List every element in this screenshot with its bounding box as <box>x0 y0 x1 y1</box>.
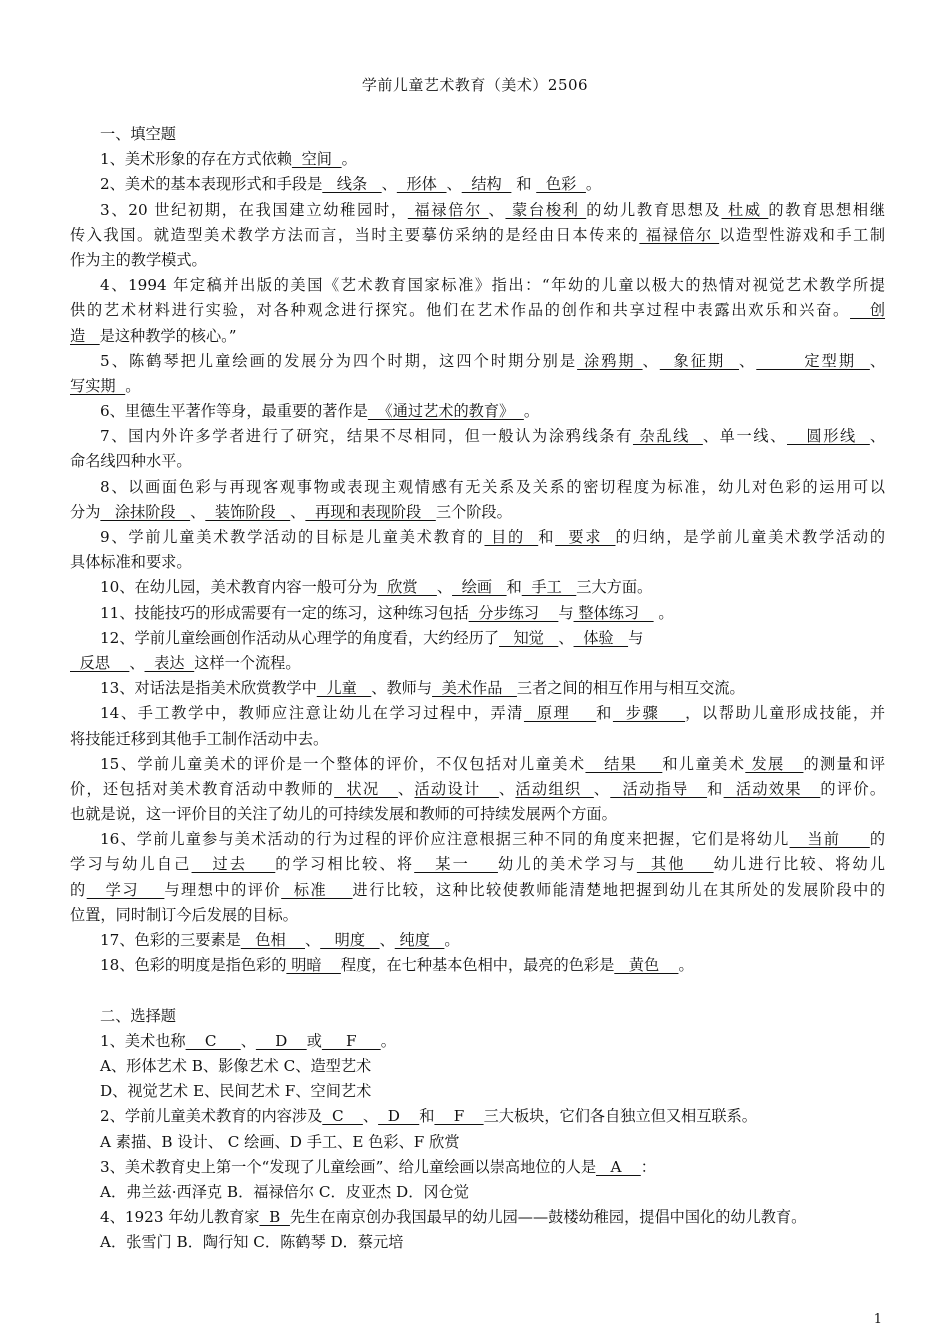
text-run: 的教育思想相继 <box>768 200 886 219</box>
answer-blank: 杂乱线 <box>632 427 703 446</box>
text-run: 分为 <box>70 502 101 521</box>
answer-blank: 步骤 <box>612 704 686 723</box>
answer-blank: 定型期 <box>756 351 870 370</box>
text-line <box>70 852 885 877</box>
text-run: 、 <box>498 779 516 798</box>
answer-blank: 活动设计 <box>414 779 499 798</box>
text-line <box>70 349 885 374</box>
text-line <box>70 651 885 676</box>
text-run: 学习与幼儿自己 <box>70 855 192 874</box>
text-run: 和 <box>506 578 522 597</box>
answer-blank: C <box>322 1107 363 1126</box>
text-run: 程度，在七种基本色相中，最亮的色彩是 <box>340 956 615 975</box>
text-run: 三个阶段。 <box>435 502 512 521</box>
text-line <box>70 752 885 777</box>
document-title: 学前儿童艺术教育（美术）2506 <box>361 76 589 94</box>
answer-blank: 福禄倍尔 <box>639 225 720 244</box>
text-line <box>70 324 885 349</box>
text-line <box>70 1004 885 1029</box>
answer-blank: 标准 <box>281 880 353 899</box>
text-run: 和 <box>419 1107 435 1126</box>
text-line <box>70 1130 885 1155</box>
answer-blank: F <box>321 1031 381 1050</box>
text-run: 或 <box>306 1031 322 1050</box>
answer-blank: 创 <box>850 301 886 320</box>
text-run: 17、色彩的三要素是 <box>100 931 241 949</box>
text-line <box>70 601 885 626</box>
answer-blank: 要求 <box>555 528 616 546</box>
text-run: 三大板块，它们各自独立但又相互联系。 <box>483 1107 757 1126</box>
answer-blank: 象征期 <box>659 351 740 370</box>
text-line <box>70 676 885 701</box>
text-run: 、 <box>488 200 506 219</box>
text-run: 将技能迁移到其他手工制作活动中去。 <box>70 729 329 748</box>
text-run: 、 <box>446 175 462 194</box>
text-run: 1、美术形象的存在方式依赖 <box>100 150 292 169</box>
answer-blank: 明度 <box>320 931 380 949</box>
text-run: 和 <box>538 528 556 546</box>
text-line <box>70 626 885 651</box>
answer-blank: 造 <box>70 326 100 345</box>
text-line <box>70 575 885 600</box>
answer-blank: 体验 <box>573 628 629 647</box>
text-run: 6、里德生平著作等身，最重要的著作是 <box>100 402 368 421</box>
answer-blank: 当前 <box>789 830 870 849</box>
text-run: 。 <box>125 376 141 395</box>
answer-blank: 反思 <box>70 653 130 672</box>
text-line <box>70 374 885 399</box>
text-line <box>70 903 885 928</box>
text-run: 的学习相比较、将 <box>275 855 415 874</box>
text-run: 18、色彩的明度是指色彩的 <box>100 956 287 975</box>
text-run: 。 <box>523 402 540 421</box>
answer-blank: 结构 <box>461 175 512 194</box>
answer-blank: 色彩 <box>536 175 586 194</box>
answer-blank: 活动组织 <box>515 779 594 798</box>
text-line <box>70 1079 885 1104</box>
text-run: 2、美术的基本表现形式和手段是 <box>100 175 323 194</box>
text-run: 5、陈鹤琴把儿童绘画的发展分为四个时期，这四个时期分别是 <box>100 351 578 370</box>
answer-blank: A <box>596 1157 641 1176</box>
answer-blank: 形体 <box>396 175 447 194</box>
text-run: 4、1994 年定稿并出版的美国《艺术教育国家标准》指出：“年幼的儿童以极大的热情对视觉艺术教学所提 <box>100 276 885 295</box>
text-run: 4、1923 年幼儿教育家 <box>100 1208 260 1227</box>
text-run: 先生在南京创办我国最早的幼儿园——鼓楼幼稚园，提倡中国化的幼儿教育。 <box>289 1208 807 1227</box>
text-run: 11、技能技巧的形成需要有一定的练习，这种练习包括 <box>100 603 469 622</box>
text-run: A 素描、B 设计、 C 绘画、D 手工、E 色彩、F 欣赏 <box>100 1132 460 1151</box>
text-line <box>70 827 885 852</box>
answer-blank: C <box>185 1031 241 1050</box>
text-line <box>70 198 885 223</box>
text-run: 三大方面。 <box>576 578 653 597</box>
text-run: 一、填空题 <box>100 125 176 143</box>
text-run: 、 <box>558 628 574 647</box>
page-number: 1 <box>873 1312 882 1327</box>
text-run: 、 <box>869 427 886 446</box>
text-run: 、 <box>290 502 306 521</box>
text-run: 进行比较，这种比较使教师能清楚地把握到幼儿在其所处的发展阶段中的 <box>352 880 886 899</box>
answer-blank: 福禄倍尔 <box>407 200 489 219</box>
text-run: 幼儿的美术学习与 <box>497 855 637 874</box>
text-run: 。 <box>585 175 602 194</box>
answer-blank: 活动指导 <box>610 779 708 798</box>
text-run: 的归纳，是学前儿童美术教学活动的 <box>615 528 886 546</box>
text-run: 以造型性游戏和手工制 <box>719 225 886 244</box>
text-line <box>70 525 885 550</box>
text-run: 和儿童美术 <box>662 754 746 773</box>
text-run: 和 <box>511 175 537 194</box>
text-run: 8、以画面色彩与再现客观事物或表现主观情感有无关系及关系的密切程度为标准，幼儿对色彩的运用可以 <box>100 477 885 496</box>
text-run: 16、学前儿童参与美术活动的行为过程的评价应注意根据三种不同的角度来把握，它们是将幼儿 <box>100 830 790 849</box>
answer-blank: 色相 <box>240 931 305 949</box>
text-line <box>70 1180 885 1205</box>
text-run: 的测量和评 <box>803 754 886 773</box>
answer-blank: 《通过艺术的教育》 <box>367 402 524 421</box>
text-run: 、 <box>869 351 886 370</box>
answer-blank: 绘画 <box>452 578 507 597</box>
text-line <box>70 1205 885 1230</box>
answer-blank: 儿童 <box>316 679 372 698</box>
answer-blank: 明暗 <box>286 956 341 975</box>
answer-blank: 美术作品 <box>432 679 517 698</box>
answer-blank: 学习 <box>86 880 165 899</box>
answer-blank: 状况 <box>334 779 398 798</box>
text-run: 、教师与 <box>371 679 433 698</box>
answer-blank: 涂抹阶段 <box>100 502 191 521</box>
answer-blank: 圆形线 <box>787 427 870 446</box>
blank-line <box>70 978 885 1003</box>
text-line <box>70 1029 885 1054</box>
text-run: 具体标准和要求。 <box>70 553 192 572</box>
text-run: ，以帮助儿童形成技能，并 <box>685 704 886 723</box>
text-run: 。 <box>653 603 674 622</box>
answer-blank: 涂鸦期 <box>577 351 643 370</box>
text-run: 、 <box>190 502 206 521</box>
text-run: 1、美术也称 <box>100 1031 186 1050</box>
text-line <box>70 122 885 147</box>
answer-blank: 装饰阶段 <box>205 502 291 521</box>
text-line <box>70 475 885 500</box>
text-run: 、 <box>593 779 611 798</box>
text-run: 9、学前儿童美术教学活动的目标是儿童美术教育的 <box>100 528 485 546</box>
text-run: 的 <box>70 880 87 899</box>
answer-blank: 发展 <box>745 754 804 773</box>
text-run: 、 <box>240 1031 256 1050</box>
text-run: 12、学前儿童绘画创作活动从心理学的角度看，大约经历了 <box>100 628 500 647</box>
text-run: 15、学前儿童美术的评价是一个整体的评价，不仅包括对儿童美术 <box>100 754 586 773</box>
text-run: ： <box>640 1157 656 1176</box>
text-run: 传入我国。就造型美术教学方法而言，当时主要摹仿采纳的是经由日本传来的 <box>70 225 640 244</box>
text-run: 、 <box>739 351 757 370</box>
text-line <box>70 727 885 752</box>
text-line <box>70 701 885 726</box>
text-line <box>70 878 885 903</box>
answer-blank: 某一 <box>414 855 498 874</box>
text-run: 位置，同时制订今后发展的目标。 <box>70 905 298 924</box>
answer-blank: B <box>259 1208 290 1227</box>
text-run: 和 <box>707 779 724 798</box>
text-run: 、 <box>642 351 660 370</box>
text-run: 、 <box>379 931 395 949</box>
text-run: 的幼儿教育思想及 <box>586 200 722 219</box>
text-run: 2、学前儿童美术教育的内容涉及 <box>100 1107 323 1126</box>
text-run: 二、选择题 <box>100 1006 176 1025</box>
answer-blank: F <box>434 1107 484 1126</box>
text-run: 的 <box>869 830 886 849</box>
text-line <box>70 147 885 172</box>
text-run: A、形体艺术 B、影像艺术 C、造型艺术 <box>100 1056 372 1075</box>
text-run: 三者之间的相互作用与相互交流。 <box>516 679 745 698</box>
answer-blank: D <box>255 1031 307 1050</box>
text-run: 、 <box>381 175 397 194</box>
text-run: 的评价。 <box>820 779 886 798</box>
text-run: 与理想中的评价 <box>164 880 282 899</box>
text-run: 、 <box>305 931 321 949</box>
text-run: 、 <box>129 653 145 672</box>
text-run: 10、在幼儿园，美术教育内容一般可分为 <box>100 578 378 597</box>
text-run: 7、国内外许多学者进行了研究，结果不尽相同，但一般认为涂鸦线条有 <box>100 427 633 446</box>
answer-blank: 手工 <box>521 578 577 597</box>
text-run: 、单一线、 <box>702 427 787 446</box>
text-run: 14、手工教学中，教师应注意让幼儿在学习过程中，弄清 <box>100 704 524 723</box>
answer-blank: 欣赏 <box>377 578 437 597</box>
text-run: 、 <box>436 578 453 597</box>
text-run: 供的艺术材料进行实验，对各种观念进行探究。他们在艺术作品的创作和共享过程中表露出欢乐和兴奋。 <box>70 301 851 320</box>
text-line <box>70 273 885 298</box>
answer-blank: 分步练习 <box>468 603 559 622</box>
text-run: 幼儿进行比较、将幼儿 <box>713 855 886 874</box>
answer-blank: 蒙台梭利 <box>505 200 587 219</box>
text-run: 与 <box>558 603 574 622</box>
answer-blank: 结果 <box>585 754 663 773</box>
text-run: 3、20 世纪初期，在我国建立幼稚园时， <box>100 200 408 219</box>
text-line <box>70 1230 885 1255</box>
text-run: 。 <box>444 931 460 949</box>
text-line <box>70 1155 885 1180</box>
text-line <box>70 424 885 449</box>
text-run: 是这种教学的核心。” <box>99 326 237 345</box>
text-run: 3、美术教育史上第一个“发现了儿童绘画”、给儿童绘画以崇高地位的人是 <box>100 1157 597 1176</box>
answer-blank: 杜威 <box>721 200 769 219</box>
text-run: D、视觉艺术 E、民间艺术 F、空间艺术 <box>100 1082 372 1101</box>
text-line <box>70 550 885 575</box>
answer-blank: 目的 <box>484 528 539 546</box>
text-line <box>70 953 885 978</box>
answer-blank: 黄色 <box>614 956 679 975</box>
text-line <box>70 1054 885 1079</box>
answer-blank: 原理 <box>523 704 597 723</box>
text-line <box>70 172 885 197</box>
text-run: 这样一个流程。 <box>194 653 301 672</box>
answer-blank: 再现和表现阶段 <box>305 502 436 521</box>
text-run: 和 <box>596 704 613 723</box>
answer-blank: 知觉 <box>499 628 559 647</box>
text-run: 价，还包括对美术教育活动中教师的 <box>70 779 335 798</box>
answer-blank: 纯度 <box>394 931 445 949</box>
answer-blank: 整体练习 <box>573 603 654 622</box>
text-run: 作为主的教学模式。 <box>70 250 207 269</box>
text-run: 。 <box>341 150 357 169</box>
text-run: 也就是说，这一评价目的关注了幼儿的可持续发展和教师的可持续发展两个方面。 <box>70 805 617 824</box>
answer-blank: 活动效果 <box>723 779 821 798</box>
text-run: 。 <box>380 1031 396 1050</box>
answer-blank: 写实期 <box>70 376 126 395</box>
answer-blank: 其他 <box>636 855 714 874</box>
text-line <box>70 1104 885 1129</box>
text-line <box>70 298 885 323</box>
text-run: 。 <box>678 956 694 975</box>
answer-blank: D <box>378 1107 420 1126</box>
text-run: 与 <box>628 628 644 647</box>
text-run: A．张雪门 B．陶行知 C．陈鹤琴 D．蔡元培 <box>100 1233 404 1252</box>
text-line <box>70 500 885 525</box>
text-line <box>70 928 885 953</box>
text-line <box>70 223 885 248</box>
answer-blank: 线条 <box>322 175 382 194</box>
answer-blank: 表达 <box>144 653 195 672</box>
text-run: 13、对话法是指美术欣赏教学中 <box>100 679 317 698</box>
text-run: 、 <box>397 779 415 798</box>
text-line <box>70 449 885 474</box>
text-line <box>70 802 885 827</box>
answer-blank: 过去 <box>191 855 276 874</box>
text-run: 、 <box>362 1107 379 1126</box>
text-line <box>70 399 885 424</box>
document-body <box>70 122 885 1255</box>
text-line <box>70 248 885 273</box>
text-line <box>70 777 885 802</box>
text-run: A．弗兰兹·西泽克 B．福禄倍尔 C．皮亚杰 D．冈仓觉 <box>100 1182 469 1201</box>
answer-blank: 空间 <box>291 150 342 169</box>
text-run: 命名线四种水平。 <box>70 452 192 471</box>
